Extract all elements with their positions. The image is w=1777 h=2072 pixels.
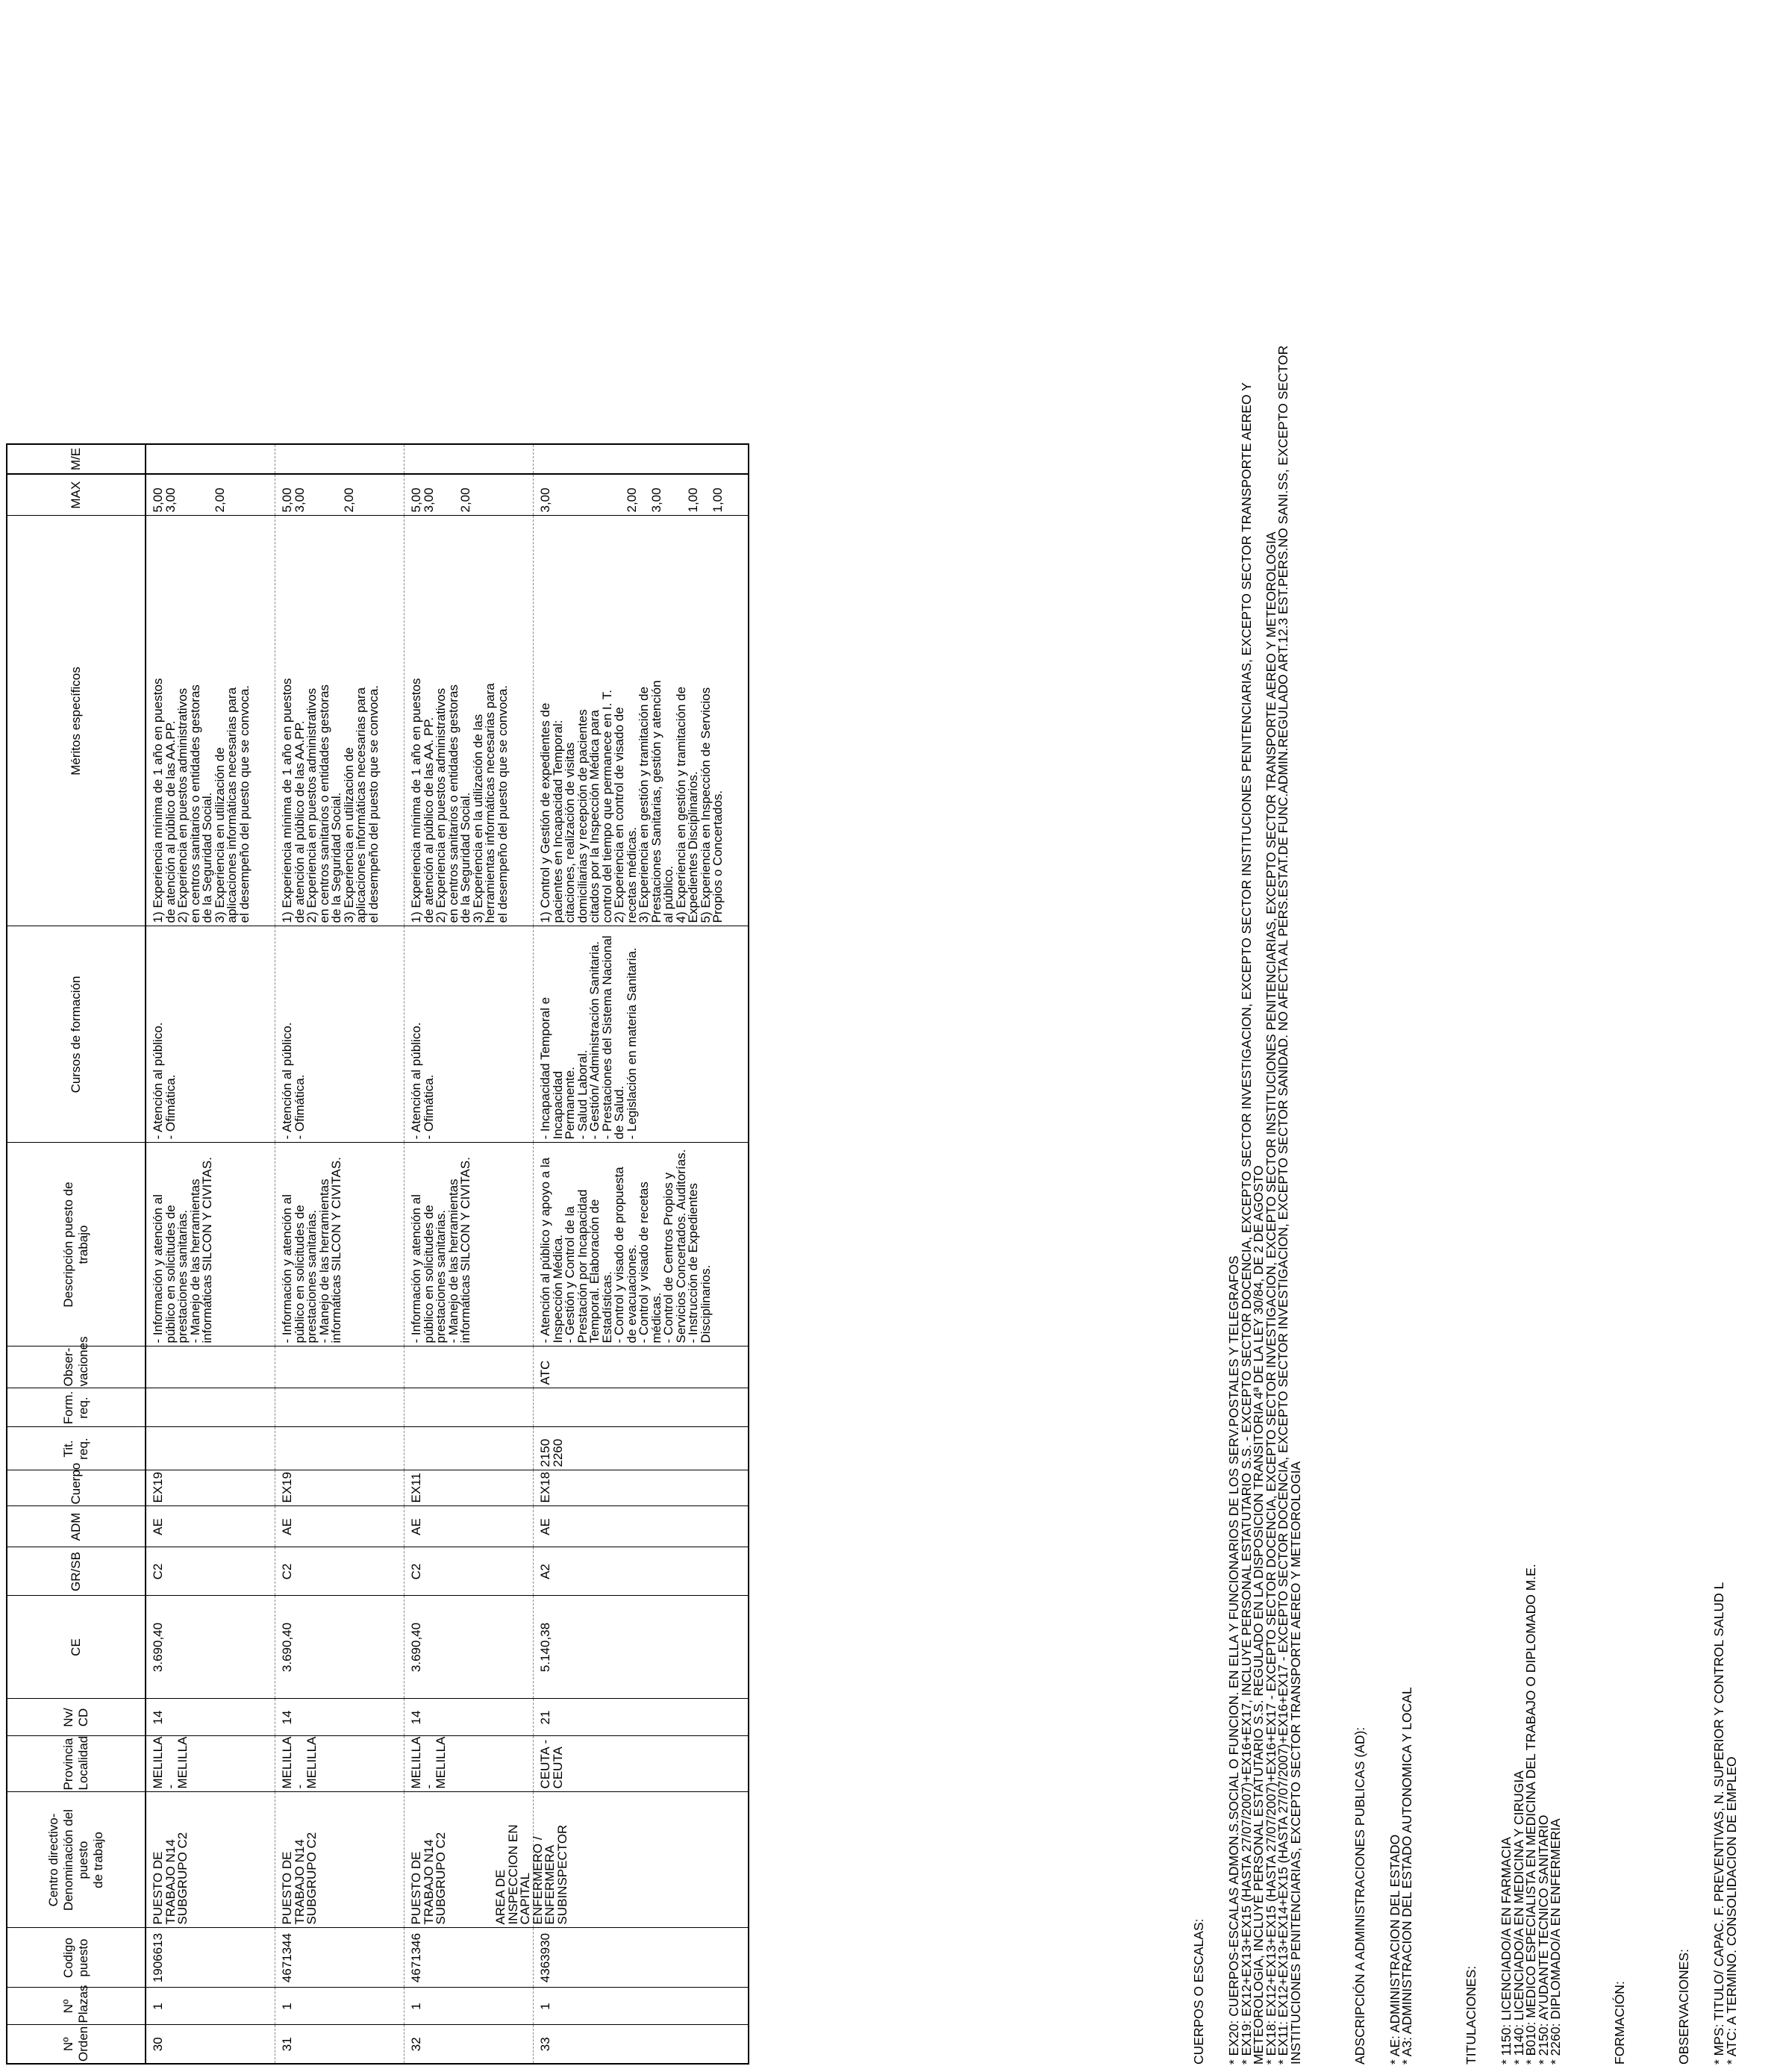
header-tit: Tit. req. (7, 1427, 146, 1470)
cell-provincia: CEUTA - CEUTA (534, 1736, 749, 1792)
cell-codigo: 4671344 (275, 1928, 405, 1988)
cell-cuerpo: EX18 (534, 1470, 749, 1506)
cuerpos-title: CUERPOS O ESCALAS: (1191, 1918, 1206, 2065)
cell-descripcion: - Información y atención al público en solicitudes de prestaciones sanitarias. - Manejo de las herramientas informáticas SILCON Y CIVITAS. (405, 1143, 534, 1347)
cell-adm: AE (405, 1506, 534, 1547)
cell-max (534, 474, 749, 516)
cell-form (534, 1388, 749, 1427)
max-value (319, 478, 331, 513)
max-value (306, 478, 319, 513)
header-max: MAX (7, 474, 146, 516)
cell-ce: 5.140,38 (534, 1596, 749, 1699)
cell-nv: 14 (146, 1699, 275, 1736)
header-nv: Nv/ CD (7, 1699, 146, 1736)
adscripcion-section (1341, 19, 1425, 2065)
max-value (190, 478, 202, 513)
cell-gr: C2 (146, 1547, 275, 1596)
cuerpos-section (1181, 19, 1314, 2065)
max-value: 2,00 (624, 487, 639, 513)
cell-meritos: 1) Experiencia mínima de 1 año en puestos de atención al público de las AA.PP. 2) Experiencia en puestos administrativos en centros sanitarios o entidades gestoras de la Seguridad Social. 3) Experiencia en utilización de aplicaciones informáticas necesarias para el desempeño del puesto que se convoca. (275, 516, 405, 926)
header-blank (7, 7, 146, 444)
cell-descripcion: - Atención al público y apoyo a la Inspección Médica. - Gestión y Control de la Prestación por Incapacidad Temporal. Elaboración de Estadísticas. - Control y visado de propuesta de evacuaciones. - Control y visado de recetas médicas. - Control de Centros Propios y Servicios Concertados. Auditorías. - Instrucción de Expedientes Disciplinarios. (534, 1143, 749, 1347)
formacion-section (1602, 19, 1639, 2065)
cell-descripcion: - Información y atención al público en solicitudes de prestaciones sanitarias. - Manejo de las herramientas informáticas SILCON Y CIVITAS. (146, 1143, 275, 1347)
header-meritos: Méritos específicos (7, 516, 146, 926)
cell-provincia: MELILLA - MELILLA (405, 1736, 534, 1792)
cell-ce: 3.690,40 (405, 1596, 534, 1699)
cell-orden: 32 (405, 2025, 534, 2064)
table-body (146, 7, 749, 2064)
cell-ce: 3.690,40 (275, 1596, 405, 1699)
table-row (534, 7, 749, 2064)
max-value: 5,00 (280, 487, 294, 513)
cell-cuerpo: EX19 (275, 1470, 405, 1506)
header-ce: CE (7, 1596, 146, 1699)
centro-denominacion: ENFERMERO / ENFERMERA SUBINSPECTOR (530, 1824, 569, 1925)
header-adm: ADM (7, 1506, 146, 1547)
max-value: 2,00 (212, 487, 227, 513)
cell-nv: 21 (534, 1699, 749, 1736)
cell-provincia: MELILLA - MELILLA (146, 1736, 275, 1792)
cell-orden: 30 (146, 2025, 275, 2064)
cell-gr: C2 (405, 1547, 534, 1596)
cell-meritos: 1) Experiencia mínima de 1 año en puestos de atención al público de las AA. PP. 2) Experiencia en puestos administrativos en centros sanitarios o entidades gestoras de la Seguridad Social. 3) Experiencia en la utilización de las herramientas informáticas necesarias para el desempeño del puesto que se convoca. (405, 516, 534, 926)
cell-cursos: - Incapacidad Temporal e Incapacidad Permanente. - Salud Laboral. - Gestión/ Administración Sanitaria. - Prestaciones del Sistema Nacional de Salud. - Legislación en materia Sanitaria. (534, 926, 749, 1143)
observaciones-section (1666, 19, 1750, 2065)
table-row (275, 7, 405, 2064)
max-value: 2,00 (341, 487, 356, 513)
cell-cursos: - Atención al público. - Ofimática. (405, 926, 534, 1143)
cell-adm: AE (534, 1506, 749, 1547)
cell-adm: AE (275, 1506, 405, 1547)
cell-centro: PUESTO DE TRABAJO N14 SUBGRUPO C2 (146, 1792, 275, 1928)
cell-adm: AE (146, 1506, 275, 1547)
cell-provincia: MELILLA - MELILLA (275, 1736, 405, 1792)
formacion-title: FORMACIÓN: (1612, 1981, 1627, 2065)
cell-nv: 14 (405, 1699, 534, 1736)
header-obs: Obser- vaciones (7, 1347, 146, 1388)
cell-ce: 3.690,40 (146, 1596, 275, 1699)
cell-codigo: 1906613 (146, 1928, 275, 1988)
cell-obs (405, 1347, 534, 1388)
max-value: 3,00 (163, 487, 178, 513)
header-plazas: Nº Plazas (7, 1988, 146, 2025)
max-value: 3,00 (649, 487, 663, 513)
cell-meritos: 1) Experiencia mínima de 1 año en puestos de atención al público de las AA.PP. 2) Experiencia en puestos administrativos en centros sanitarios o entidades gestoras de la Seguridad Social. 3) Experiencia en utilización de aplicaciones informáticas necesarias para el desempeño del puesto que se convoca. (146, 516, 275, 926)
cell-me (534, 444, 749, 474)
table-row (146, 7, 275, 2064)
cell-max (405, 474, 534, 516)
cell-me (146, 444, 275, 474)
cell-tit (275, 1427, 405, 1470)
observaciones-title: OBSERVACIONES: (1676, 1949, 1691, 2065)
cell-plazas: 1 (534, 1988, 749, 2025)
header-gr: GR/SB (7, 1547, 146, 1596)
max-value (435, 478, 448, 513)
max-value: 1,00 (686, 487, 700, 513)
footnotes (1168, 19, 1777, 2065)
cell-plazas: 1 (275, 1988, 405, 2025)
max-value: 1,00 (711, 487, 725, 513)
adscripcion-title: ADSCRIPCIÓN A ADMINISTRACIONES PUBLICAS (AD): (1352, 1726, 1367, 2065)
max-value: 5,00 (409, 487, 423, 513)
header-centro: Centro directivo- Denominación del puesto de trabajo (7, 1792, 146, 1928)
header-descripcion: Descripción puesto de trabajo (7, 1143, 146, 1347)
max-value: 3,00 (292, 487, 307, 513)
cell-gr: C2 (275, 1547, 405, 1596)
adscripcion-text: * AE: ADMINISTRACION DEL ESTADO * A3: ADMINISTRACION DEL ESTADO AUTONOMICA Y LOCAL (1387, 1687, 1414, 2065)
cell-codigo: 4363930 (534, 1928, 749, 1988)
cell-cuerpo: EX19 (146, 1470, 275, 1506)
header-cursos: Cursos de formación (7, 926, 146, 1143)
cell-obs (146, 1347, 275, 1388)
cell-plazas: 1 (405, 1988, 534, 2025)
max-value (177, 478, 190, 513)
table-row (405, 7, 534, 2064)
max-value: 3,00 (421, 487, 436, 513)
cell-tit (405, 1427, 534, 1470)
cell-gr: A2 (534, 1547, 749, 1596)
cell-orden: 33 (534, 2025, 749, 2064)
observaciones-text: * MPS: TITULO/ CAPAC. F. PREVENTIVAS, N. SUPERIOR Y CONTROL SALUD L * ATC: A TERMINO. CONSOLIDACION DE EMPLEO (1711, 1582, 1739, 2065)
cell-form (405, 1388, 534, 1427)
cell-descripcion: - Información y atención al público en solicitudes de prestaciones sanitarias. - Manejo de las herramientas informáticas SILCON Y CIVITAS. (275, 1143, 405, 1347)
header-cuerpo: Cuerpo (7, 1470, 146, 1506)
cell-me (405, 444, 534, 474)
max-value: 5,00 (151, 487, 165, 513)
cell-orden: 31 (275, 2025, 405, 2064)
posts-table (6, 6, 749, 2065)
max-value: 3,00 (538, 487, 552, 513)
cell-obs: ATC (534, 1347, 749, 1388)
titulaciones-text: * 1150: LICENCIADO/A EN FARMACIA * 1140: LICENCIADO/A EN MEDICINA Y CIRUGIA * B010: MEDICO ESPECIALISTA EN MEDICINA DEL TRABAJO O DIPLOMADO M.E. * 2150: AYUDANTE TECNICO SANITARIO * 2260: DIPLOMADO/A EN ENFERMERIA (1499, 1564, 1563, 2065)
max-value: 2,00 (458, 487, 472, 513)
cell-meritos: 1) Control y Gestión de expedientes de pacientes en Incapacidad Temporal: citaciones, realización de visitas domiciliarias y recepción de pacientes citados por la Inspección Médica para control del tiempo que permanece en I. T. 2) Experiencia en control de visado de recetas médicas. 3) Experiencia en gestión y tramitación de Prestaciones Sanitarias, gestión y atención al público. 4) Experiencia en gestión y tramitación de Expedientes Disciplinarios. 5) Experiencia en Inspección de Servicios Propios o Concertados. (534, 516, 749, 926)
cell-codigo: 4671346 (405, 1928, 534, 1988)
cell-form (146, 1388, 275, 1427)
titulaciones-section (1453, 19, 1575, 2065)
cell-centro (493, 1792, 749, 1928)
cell-nv: 14 (275, 1699, 405, 1736)
header-form: Form. req. (7, 1388, 146, 1427)
header-me: M/E (7, 444, 146, 474)
cell-obs (275, 1347, 405, 1388)
cell-me (275, 444, 405, 474)
cell-cursos: - Atención al público. - Ofimática. (146, 926, 275, 1143)
titulaciones-title: TITULACIONES: (1464, 1965, 1478, 2065)
cell-form (275, 1388, 405, 1427)
cell-centro: PUESTO DE TRABAJO N14 SUBGRUPO C2 (405, 1792, 534, 1928)
cell-plazas: 1 (146, 1988, 275, 2025)
cell-cursos: - Atención al público. - Ofimática. (275, 926, 405, 1143)
cell-tit (146, 1427, 275, 1470)
header-provincia: Provincia Localidad (7, 1736, 146, 1792)
cell-tit: 2150 2260 (534, 1427, 749, 1470)
cuerpos-text: * EX20: CUERPOS-ESCALAS ADMON.S.SOCIAL O FUNCION. EN ELLA Y FUNCIONARIOS DE LOS SERV.POSTALES Y TELEGRAFOS * EX19: EX12+EX13+EX15 (HASTA 27/07/2007)+EX16+EX17, INCLUYE PERSONAL ESTATUTARIO S.S. - EXCEPTO SECTOR DOCENCIA, EXCEPTO SECTOR INVESTIGACION, EXCEPTO SECTOR INSTITUCIONES PENITENCIARIAS, EXCEPTO SECTOR TRANSPORTE AEREO Y METEOROLOGIA, INCLUYE PERSONAL ESTATUTARIO S.S. REGULADO EN LA DISPOSICION TRANSITORIA 4ª DE LA LEY 30/84, DE 2 DE AGOSTO * EX18: EX12+EX13+EX15 (HASTA 27/07/2007)+EX16+EX17 - EXCEPTO SECTOR DOCENCIA, EXCEPTO SECTOR INVESTIGACION, EXCEPTO SECTOR INSTITUCIONES PENITENCIARIAS, EXCEPTO SECTOR TRANSPORTE AEREO Y METEOROLOGIA * EX11: EX12+EX13+EX14+EX15 (HASTA 27/07/2007)+EX16+EX17 - EXCEPTO SECTOR DOCENCIA, EXCEPTO SECTOR INVESTIGACION, EXCEPTO SECTOR SANIDAD. NO AFECTA AL PERS.ESTAT.DE FUNC.ADMIN.REGULADO ART.12.3 EST.PERS.NO SANI.SS, EXCEPTO SECTOR INSTITUCIONES PENITENCIARIAS, EXCEPTO SECTOR TRANSPORTE AEREO Y METEOROLOGIA (1226, 345, 1303, 2065)
cell-centro: PUESTO DE TRABAJO N14 SUBGRUPO C2 (275, 1792, 405, 1928)
header-codigo: Codigo puesto (7, 1928, 146, 1988)
header-orden: Nº Orden (7, 2025, 146, 2064)
cell-max (275, 474, 405, 516)
cell-cuerpo: EX11 (405, 1470, 534, 1506)
centro-area: AREA DE INSPECCION EN CAPITAL (493, 1824, 532, 1925)
cell-max (146, 474, 275, 516)
header-row (7, 7, 146, 2064)
